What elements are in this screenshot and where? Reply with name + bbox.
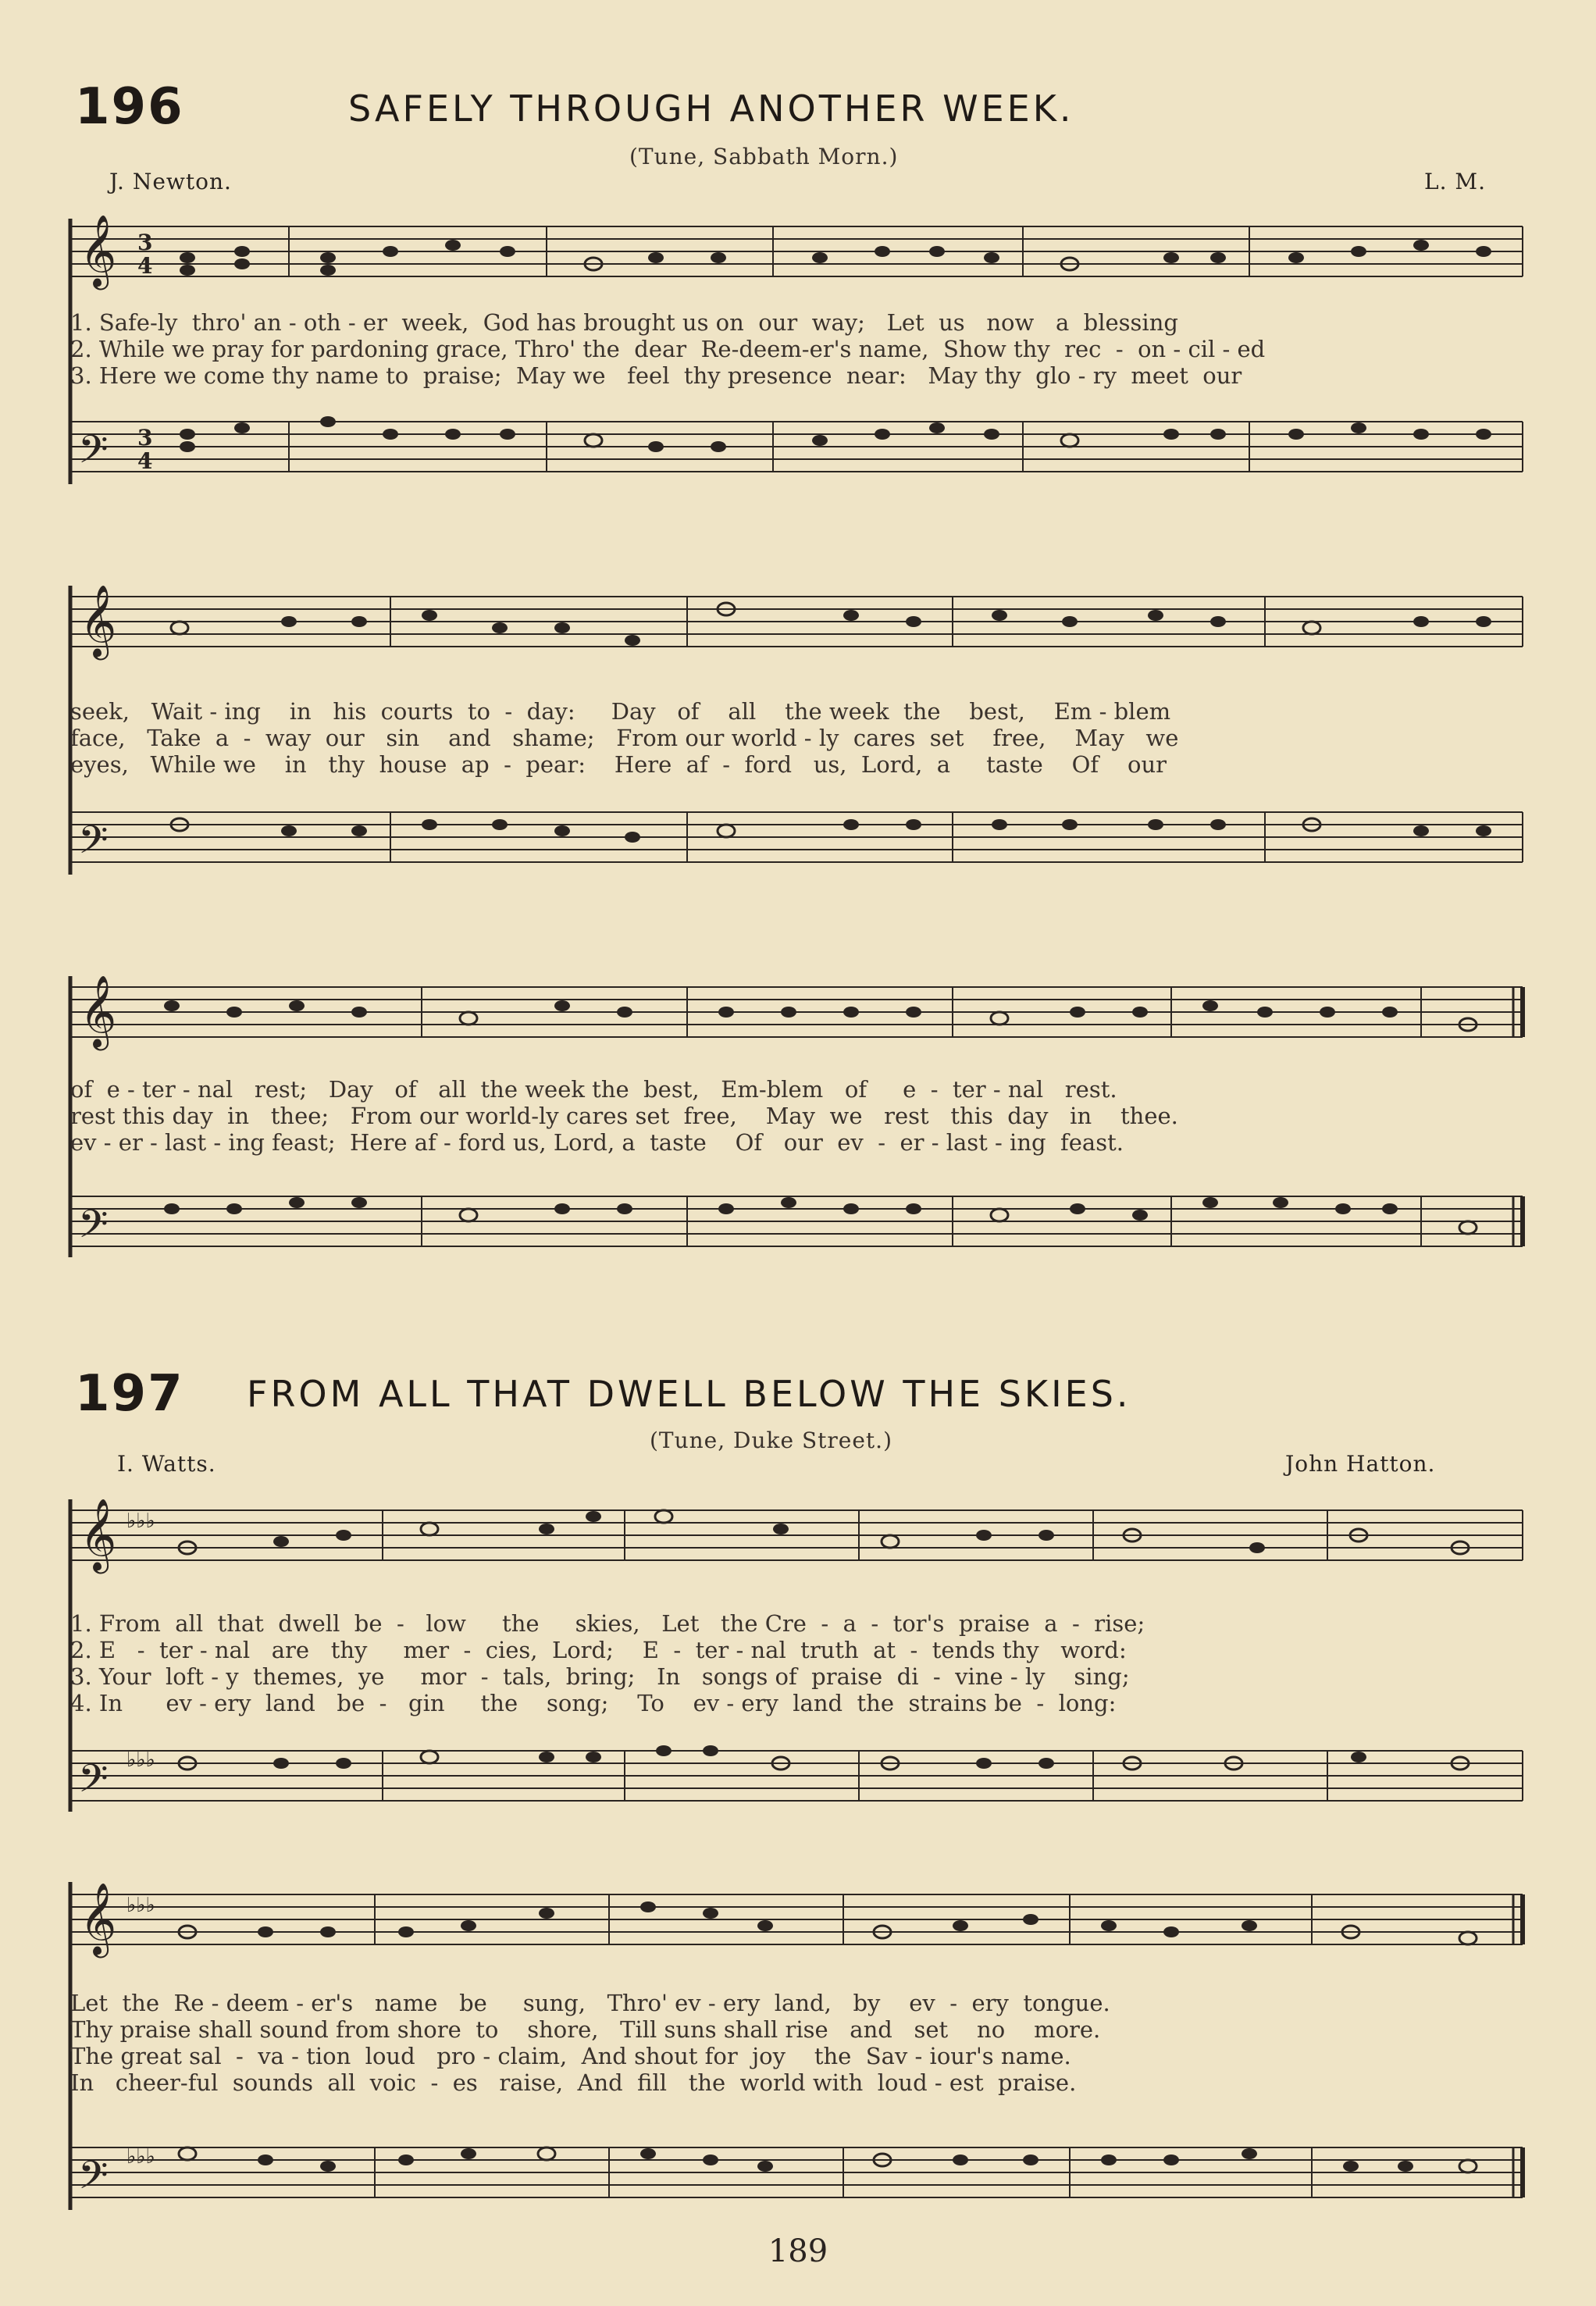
lyric-line: 3. Here we come thy name to praise; May we feel thy presence near: May thy glo - ry meet our	[70, 362, 1242, 389]
hymn-number: 197	[75, 1365, 184, 1423]
author-credit: J. Newton.	[109, 169, 232, 194]
svg-text:♭♭♭: ♭♭♭	[126, 2145, 155, 2169]
svg-text:𝄢: 𝄢	[78, 427, 109, 482]
svg-text:𝄢: 𝄢	[78, 1202, 109, 1256]
lyric-line: Let the Re - deem - er's name be sung, Thro' ev - ery land, by ev - ery tongue.	[70, 1990, 1110, 2016]
hymn-title: SAFELY THROUGH ANOTHER WEEK.	[348, 87, 1074, 130]
tune-name: (Tune, Sabbath Morn.)	[629, 144, 899, 169]
lyric-line: rest this day in thee; From our world-ly cares set free, May we rest this day in thee.	[70, 1103, 1178, 1129]
svg-text:𝄢: 𝄢	[78, 1756, 109, 1811]
lyric-line: 3. Your loft - y themes, ye mor - tals, bring; In songs of praise di - vine - ly sing;	[70, 1663, 1130, 1690]
hymn-number: 196	[75, 78, 184, 136]
svg-text:3: 3	[137, 230, 153, 255]
lyric-line: seek, Wait - ing in his courts to - day: Day of all the week the best, Em - blem	[70, 698, 1171, 725]
lyric-line: The great sal - va - tion loud pro - claim, And shout for joy the Sav - iour's name.	[70, 2043, 1071, 2069]
svg-text:𝄞: 𝄞	[80, 1882, 117, 1955]
composer-credit: John Hatton.	[1285, 1451, 1436, 1477]
tune-name: (Tune, Duke Street.)	[650, 1427, 892, 1453]
svg-text:𝄞: 𝄞	[80, 584, 117, 657]
lyrics-verse-block	[70, 1610, 1523, 1716]
lyric-line: 4. In ev - ery land be - gin the song; To ev - ery land the strains be - long:	[70, 1690, 1117, 1716]
author-credit: I. Watts.	[117, 1451, 216, 1477]
lyric-line: In cheer-ful sounds all voic - es raise, And fill the world with loud - est praise.	[70, 2069, 1077, 2096]
lyric-line: 1. From all that dwell be - low the skies, Let the Cre - a - tor's praise a - rise;	[70, 1610, 1145, 1637]
svg-text:𝄞: 𝄞	[80, 975, 117, 1047]
svg-text:4: 4	[137, 448, 153, 474]
svg-text:3: 3	[137, 425, 153, 451]
lyrics-verse-block	[70, 698, 1523, 778]
svg-text:4: 4	[137, 253, 153, 279]
lyric-line: 1. Safe-ly thro' an - oth - er week, God has brought us on our way; Let us now a blessing	[70, 309, 1178, 336]
lyric-line: ev - er - last - ing feast; Here af - ford us, Lord, a taste Of our ev - er - last - ing feast.	[70, 1129, 1124, 1156]
meter-label: L. M.	[1424, 169, 1486, 194]
svg-text:𝄞: 𝄞	[80, 214, 117, 287]
lyric-line: Thy praise shall sound from shore to shore, Till suns shall rise and set no more.	[70, 2016, 1101, 2043]
page-number: 189	[768, 2233, 828, 2269]
svg-text:𝄞: 𝄞	[80, 1498, 117, 1570]
hymn-title: FROM ALL THAT DWELL BELOW THE SKIES.	[247, 1373, 1131, 1415]
svg-text:𝄢: 𝄢	[78, 818, 109, 872]
svg-text:♭♭♭: ♭♭♭	[126, 1894, 155, 1917]
lyric-line: 2. While we pray for pardoning grace, Thro' the dear Re-deem-er's name, Show thy rec - on - cil - ed	[70, 336, 1266, 362]
svg-text:♭♭♭: ♭♭♭	[126, 1509, 155, 1533]
lyric-line: 2. E - ter - nal are thy mer - cies, Lord; E - ter - nal truth at - tends thy word:	[70, 1637, 1127, 1663]
svg-text:𝄢: 𝄢	[78, 2153, 109, 2208]
svg-text:♭♭♭: ♭♭♭	[126, 1748, 155, 1772]
lyrics-verse-block	[70, 1076, 1523, 1156]
lyric-line: of e - ter - nal rest; Day of all the week the best, Em-blem of e - ter - nal rest.	[70, 1076, 1117, 1103]
lyric-line: eyes, While we in thy house ap - pear: Here af - ford us, Lord, a taste Of our	[70, 751, 1167, 778]
lyrics-verse-block	[70, 1990, 1523, 2096]
lyric-line: face, Take a - way our sin and shame; From our world - ly cares set free, May we	[70, 725, 1179, 751]
lyrics-verse-block	[70, 309, 1523, 389]
